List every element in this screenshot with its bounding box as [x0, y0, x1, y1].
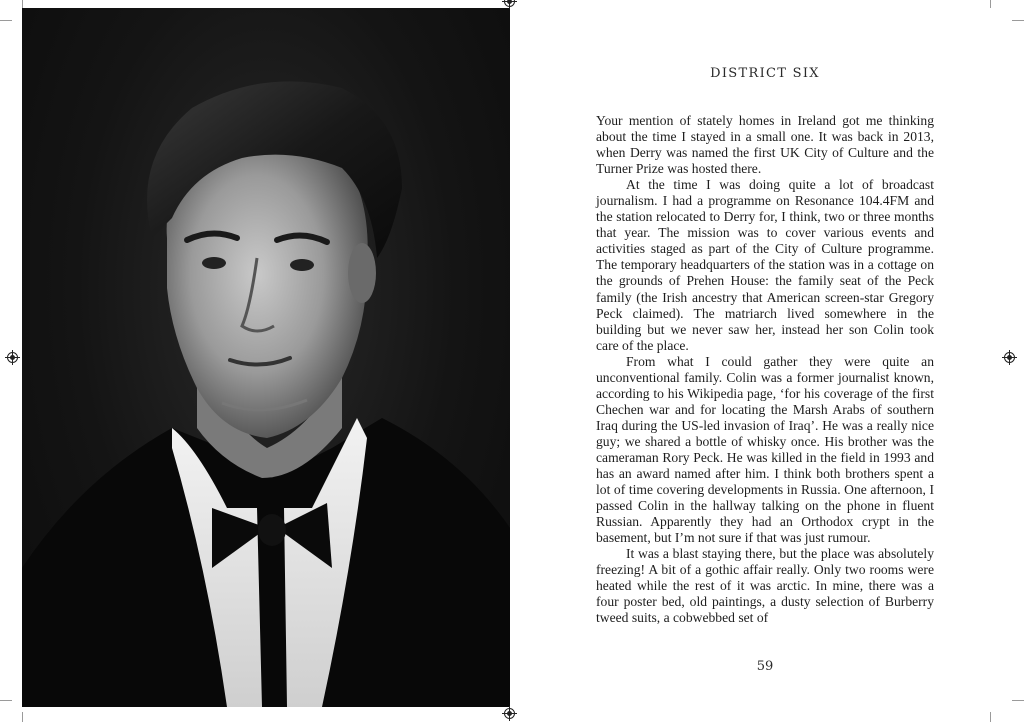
crop-mark	[22, 712, 23, 722]
paragraph: At the time I was doing quite a lot of broadcast journalism. I had a programme on Resonance 104.4FM and the station relocated to Derry for, I think, two or three months that year. The mission was to cover various events and activities staged as part of the City of Culture programme. The temporary headquarters of the station was in a cottage on the grounds of Prehen House: the family seat of the Peck family (the Irish ancestry that American screen-star Gregory Peck claimed). The matriarch lived somewhere in the building but we never saw her, instead her son Colin took care of the place.	[596, 177, 934, 353]
registration-mark-icon	[504, 708, 515, 719]
crop-mark	[0, 700, 12, 701]
body-text	[596, 113, 934, 627]
registration-mark-icon	[7, 352, 18, 363]
running-head: DISTRICT SIX	[710, 66, 820, 81]
paragraph: From what I could gather they were quite an unconventional family. Colin was a former journalist known, according to his Wikipedia page, ‘for his coverage of the first Chechen war and for locating the Marsh Arabs of southern Iraq during the US-led invasion of Iraq’. He was a really nice guy; we shared a bottle of whisky once. His brother was the cameraman Rory Peck. He was killed in the field in 1993 and has an award named after him. I think both brothers spent a lot of time covering developments in Russia. One afternoon, I passed Colin in the hallway talking on the phone in fluent Russian. Apparently they had an Orthodox crypt in the basement, but I’m not sure if that was just rumour.	[596, 353, 934, 546]
crop-mark	[990, 0, 991, 8]
crop-mark	[990, 712, 991, 722]
portrait-photo-icon	[22, 8, 510, 707]
registration-mark-icon	[1004, 352, 1015, 363]
crop-mark	[1012, 20, 1024, 21]
paragraph: Your mention of stately homes in Ireland got me thinking about the time I stayed in a small one. It was back in 2013, when Derry was named the first UK City of Culture and the Turner Prize was hosted there.	[596, 113, 934, 177]
paragraph: It was a blast staying there, but the place was absolutely freezing! A bit of a gothic affair really. Only two rooms were heated while the rest of it was arctic. In mine, there was a four poster bed, old paintings, a dusty selection of Burberry tweed suits, a cobwebbed set of	[596, 546, 934, 626]
registration-mark-icon	[504, 0, 515, 7]
portrait-photograph	[22, 8, 510, 707]
crop-mark	[1012, 700, 1024, 701]
crop-mark	[22, 0, 23, 8]
crop-mark	[0, 20, 12, 21]
page-number: 59	[756, 659, 774, 674]
